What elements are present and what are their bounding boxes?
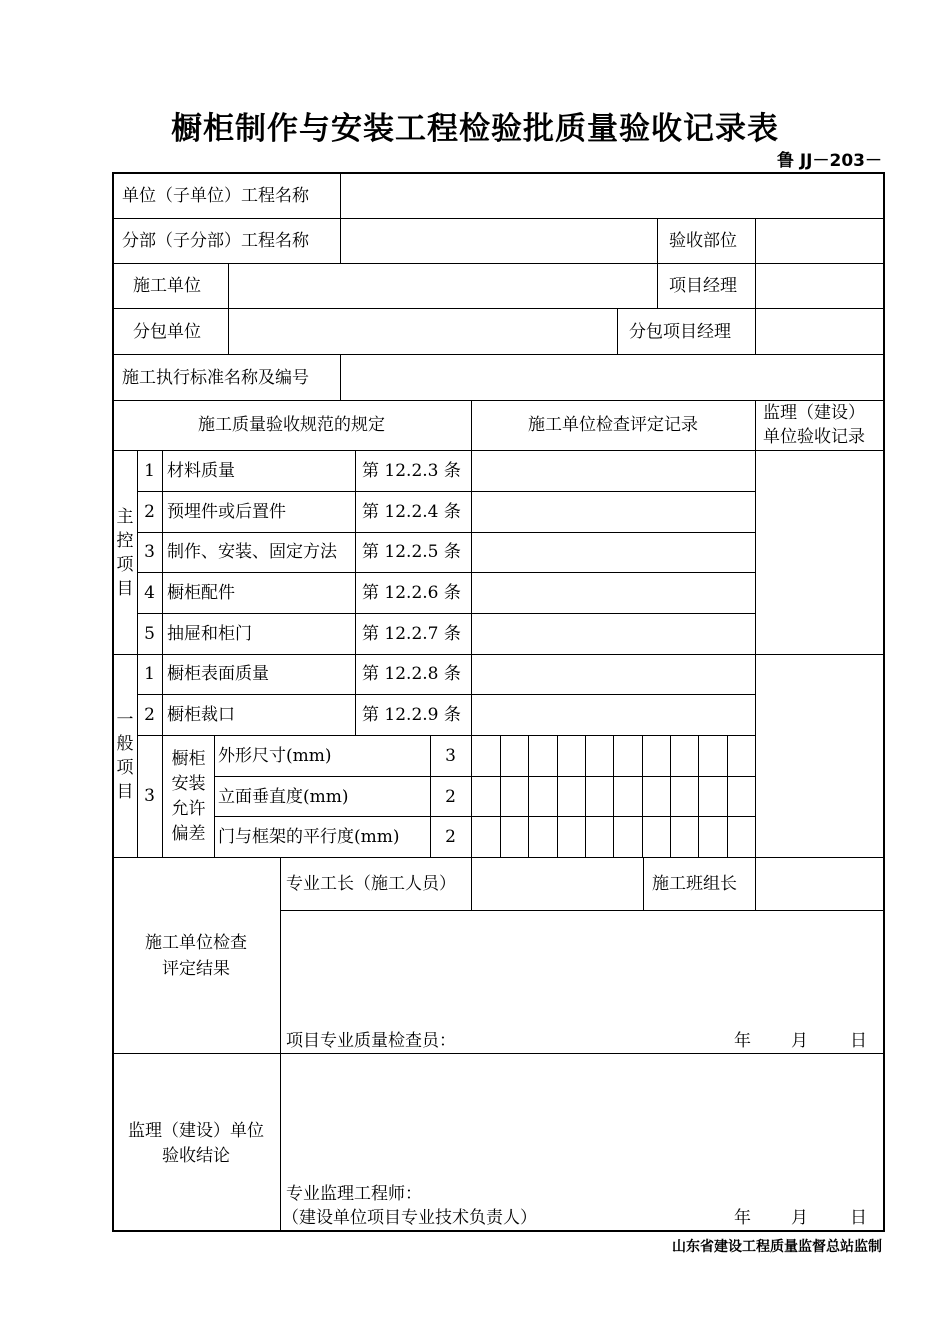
result-day-label: 日	[850, 1031, 867, 1051]
main-item-name: 橱柜配件	[167, 583, 235, 603]
tolerance-value: 3	[445, 746, 456, 766]
conclusion-label-line2: 验收结论	[162, 1146, 230, 1166]
construction-unit-label: 施工单位	[133, 276, 201, 296]
conclusion-label-line1: 监理（建设）单位	[128, 1121, 264, 1141]
general-item-no: 2	[144, 705, 155, 725]
main-item-name: 预埋件或后置件	[167, 502, 286, 522]
main-item-clause: 第 12.2.4 条	[362, 502, 461, 522]
main-item-no: 4	[144, 583, 155, 603]
tolerance-item-name: 门与框架的平行度(mm)	[218, 827, 400, 847]
main-item-clause: 第 12.2.7 条	[362, 624, 461, 644]
conclusion-day-label: 日	[850, 1208, 867, 1228]
check-record-column-header: 施工单位检查评定记录	[528, 415, 698, 435]
tolerance-value: 2	[445, 827, 456, 847]
tolerance-item-no: 3	[144, 786, 155, 806]
main-item-no: 2	[144, 502, 155, 522]
main-item-name: 材料质量	[167, 461, 235, 481]
supervision-column-header-line2: 单位验收记录	[763, 427, 865, 447]
general-item-name: 橱柜表面质量	[167, 664, 269, 684]
main-item-name: 制作、安装、固定方法	[167, 542, 337, 562]
result-label-line2: 评定结果	[162, 959, 230, 979]
general-item-no: 1	[144, 664, 155, 684]
tolerance-item-name: 立面垂直度(mm)	[218, 787, 349, 807]
form-title: 橱柜制作与安装工程检验批质量验收记录表	[171, 111, 779, 147]
supervision-engineer-label: 专业监理工程师：	[286, 1184, 422, 1204]
general-item-clause: 第 12.2.9 条	[362, 705, 461, 725]
main-item-clause: 第 12.2.6 条	[362, 583, 461, 603]
tolerance-value: 2	[445, 787, 456, 807]
result-month-label: 月	[791, 1031, 808, 1051]
project-manager-label: 项目经理	[669, 276, 737, 296]
main-item-clause: 第 12.2.3 条	[362, 461, 461, 481]
tolerance-item-name: 外形尺寸(mm)	[218, 746, 332, 766]
supervision-column-header-line1: 监理（建设）	[763, 403, 865, 423]
footer-issuer: 山东省建设工程质量监督总站监制	[672, 1239, 882, 1255]
acceptance-part-label: 验收部位	[669, 231, 737, 251]
standard-name-label: 施工执行标准名称及编号	[122, 368, 309, 388]
main-item-no: 1	[144, 461, 155, 481]
main-item-no: 3	[144, 542, 155, 562]
conclusion-month-label: 月	[791, 1208, 808, 1228]
team-leader-label: 施工班组长	[652, 874, 737, 894]
subcontract-unit-label: 分包单位	[133, 322, 201, 342]
unit-project-name-label: 单位（子单位）工程名称	[122, 186, 309, 206]
quality-inspector-label: 项目专业质量检查员：	[286, 1031, 456, 1051]
conclusion-year-label: 年	[734, 1208, 751, 1228]
general-item-name: 橱柜裁口	[167, 705, 235, 725]
main-item-no: 5	[144, 624, 155, 644]
main-item-name: 抽屉和柜门	[167, 624, 252, 644]
result-label-line1: 施工单位检查	[145, 933, 247, 953]
form-code: 鲁 JJ－203－	[776, 151, 882, 171]
subcontract-manager-label: 分包项目经理	[629, 322, 731, 342]
foreman-label: 专业工长（施工人员）	[286, 874, 456, 894]
result-year-label: 年	[734, 1031, 751, 1051]
main-item-clause: 第 12.2.5 条	[362, 542, 461, 562]
owner-representative-label: （建设单位项目专业技术负责人）	[282, 1208, 537, 1228]
spec-column-header: 施工质量验收规范的规定	[198, 415, 385, 435]
general-item-clause: 第 12.2.8 条	[362, 664, 461, 684]
sub-project-name-label: 分部（子分部）工程名称	[122, 231, 309, 251]
